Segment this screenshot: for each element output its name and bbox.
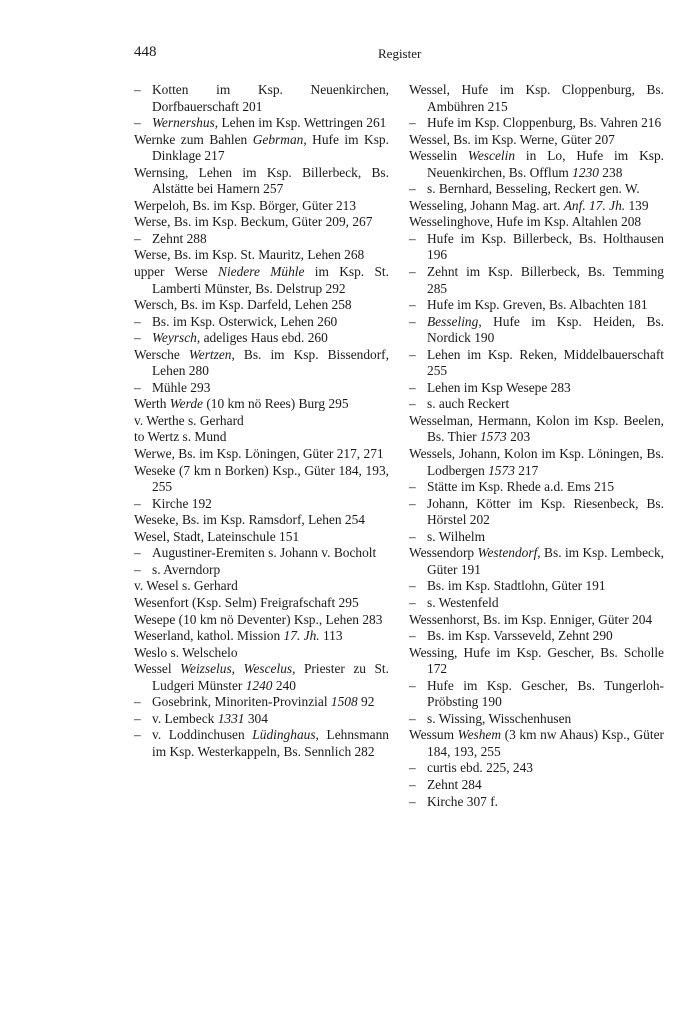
index-entry xyxy=(134,446,389,463)
index-subentry xyxy=(134,711,389,728)
entry-text: v. Wesel s. Gerhard xyxy=(134,578,238,594)
index-subentry xyxy=(409,578,664,595)
index-entry xyxy=(134,165,389,198)
index-subentry xyxy=(409,396,664,413)
entry-italic-text: Weshem xyxy=(457,727,502,743)
entry-text: Wesselinghove, Hufe im Ksp. Altahlen 208 xyxy=(409,214,642,230)
entry-text: Bs. im Ksp. Osterwick, Lehen 260 xyxy=(152,313,338,329)
entry-text: Wessendorp xyxy=(409,545,478,561)
subentry-dash: – xyxy=(134,379,141,395)
index-subentry xyxy=(134,115,389,132)
entry-text: Weslo s. Welschelo xyxy=(134,644,238,660)
index-entry xyxy=(409,545,664,578)
entry-italic-text: 1331 xyxy=(217,710,245,726)
entry-text: Johann, Kötter im Ksp. Riesenbeck, Bs. Hörstel 202 xyxy=(427,495,664,528)
index-subentry xyxy=(409,529,664,546)
entry-text: Wesseling, Johann Mag. art. xyxy=(409,197,564,213)
index-subentry xyxy=(409,297,664,314)
entry-text: Wessum xyxy=(409,727,458,743)
index-subentry xyxy=(409,115,664,132)
entry-text: Wessel, Hufe im Ksp. Cloppenburg, Bs. Ambühren 215 xyxy=(409,82,664,114)
subentry-dash: – xyxy=(134,330,141,346)
subentry-dash: – xyxy=(134,727,141,743)
entry-text: 238 xyxy=(598,164,623,180)
index-entry xyxy=(409,727,664,760)
index-subentry xyxy=(409,777,664,794)
entry-italic-text: Weizselus, Wescelus xyxy=(180,661,293,677)
entry-text: Wesel, Stadt, Lateinschule 151 xyxy=(134,528,300,544)
subentry-dash: – xyxy=(409,297,416,313)
entry-italic-text: Niedere Mühle xyxy=(218,264,305,280)
entry-text: Werse, Bs. im Ksp. St. Mauritz, Lehen 268 xyxy=(134,247,365,263)
entry-text: Zehnt 288 xyxy=(152,230,207,246)
index-subentry xyxy=(409,181,664,198)
index-entry xyxy=(409,198,664,215)
index-subentry xyxy=(409,794,664,811)
entry-italic-text: Wernershus xyxy=(152,115,215,131)
entry-text: to Wertz s. Mund xyxy=(134,429,227,445)
entry-text: Wernke zum Bahlen xyxy=(134,131,253,147)
subentry-dash: – xyxy=(409,677,416,693)
entry-text: , Lehnsmann im Ksp. Westerkappeln, Bs. Sennlich 282 xyxy=(152,727,389,759)
entry-text: Wessel, Bs. im Ksp. Werne, Güter 207 xyxy=(409,131,615,147)
entry-text: 139 xyxy=(625,197,649,213)
entry-italic-text: Lüdinghaus xyxy=(252,727,316,743)
subentry-dash: – xyxy=(409,479,416,495)
index-subentry xyxy=(409,760,664,777)
entry-text: Wessing, Hufe im Ksp. Gescher, Bs. Scholle 172 xyxy=(409,644,664,677)
entry-text: s. Westenfeld xyxy=(427,594,499,610)
index-entry xyxy=(409,645,664,678)
index-subentry xyxy=(134,694,389,711)
subentry-dash: – xyxy=(134,561,141,577)
entry-italic-text: 1573 xyxy=(479,429,507,445)
entry-italic-text: 1508 xyxy=(330,694,358,710)
entry-text: (10 km nö Rees) Burg 295 xyxy=(202,396,349,412)
entry-text: Wessenhorst, Bs. im Ksp. Enniger, Güter 204 xyxy=(409,611,653,627)
entry-text: Hufe im Ksp. Gescher, Bs. Tungerloh-Pröbsting 190 xyxy=(427,677,664,710)
entry-text: , Hufe im Ksp. Heiden, Bs. Nordick 190 xyxy=(427,313,664,346)
subentry-dash: – xyxy=(409,230,416,246)
entry-text: Bs. im Ksp. Stadtlohn, Güter 191 xyxy=(427,578,606,594)
entry-italic-text: 1230 xyxy=(572,164,599,180)
entry-italic-text: Weyrsch xyxy=(152,330,197,346)
entry-text: Mühle 293 xyxy=(152,379,211,395)
entry-text: Weseke, Bs. im Ksp. Ramsdorf, Lehen 254 xyxy=(134,512,365,528)
entry-text: Gosebrink, Minoriten-Provinzial xyxy=(152,694,331,710)
index-column-right xyxy=(409,82,664,810)
entry-text: , Priester zu St. Ludgeri Münster xyxy=(152,661,389,693)
index-entry xyxy=(134,645,389,662)
entry-text: Lehen im Ksp. Reken, Middelbauerschaft 255 xyxy=(427,346,664,379)
index-entry xyxy=(409,132,664,149)
subentry-dash: – xyxy=(409,710,416,726)
subentry-dash: – xyxy=(409,578,416,594)
index-entry xyxy=(134,578,389,595)
index-subentry xyxy=(409,595,664,612)
entry-text: Wessels, Johann, Kolon im Ksp. Löningen, Bs. Lodbergen xyxy=(409,446,664,478)
entry-text: s. Wissing, Wisschenhusen xyxy=(427,710,572,726)
index-entry xyxy=(134,198,389,215)
subentry-dash: – xyxy=(409,181,416,197)
entry-text: Zehnt 284 xyxy=(427,776,482,792)
index-subentry xyxy=(134,314,389,331)
entry-text: in Lo, Hufe im Ksp. Neuenkirchen, Bs. Offlum xyxy=(427,148,664,180)
entry-text: Weseke (7 km n Borken) Ksp., Güter 184, 193, 255 xyxy=(134,462,389,495)
subentry-dash: – xyxy=(134,545,141,561)
entry-text: Zehnt im Ksp. Billerbeck, Bs. Temming 285 xyxy=(427,264,664,296)
entry-italic-text: Anf. 17. Jh. xyxy=(563,197,626,213)
subentry-dash: – xyxy=(409,776,416,792)
index-entry xyxy=(134,132,389,165)
entry-text: Weserland, kathol. Mission xyxy=(134,628,284,644)
index-subentry xyxy=(409,479,664,496)
entry-text: , Lehen im Ksp. Wettringen 261 xyxy=(214,115,387,131)
entry-text: Hufe im Ksp. Billerbeck, Bs. Holthausen 196 xyxy=(427,230,664,263)
entry-italic-text: Gebrman xyxy=(252,131,304,147)
index-entry xyxy=(134,529,389,546)
entry-text: 113 xyxy=(319,628,343,644)
entry-text: 304 xyxy=(244,710,268,726)
index-entry xyxy=(409,214,664,231)
entry-text: Wesselman, Hermann, Kolon im Ksp. Beelen, Bs. Thier xyxy=(409,412,664,445)
subentry-dash: – xyxy=(409,594,416,610)
entry-text: Kirche 307 f. xyxy=(427,793,499,809)
entry-text: , adeliges Haus ebd. 260 xyxy=(196,330,328,346)
index-entry xyxy=(134,396,389,413)
entry-text: s. Wilhelm xyxy=(427,528,485,544)
entry-text: s. Bernhard, Besseling, Reckert gen. W. xyxy=(427,181,640,197)
entry-text: Wesepe (10 km nö Deventer) Ksp., Lehen 283 xyxy=(134,611,383,627)
entry-text: 240 xyxy=(272,677,296,693)
subentry-dash: – xyxy=(134,313,141,329)
index-subentry xyxy=(134,562,389,579)
index-subentry xyxy=(134,330,389,347)
entry-text: Werse, Bs. im Ksp. Beckum, Güter 209, 267 xyxy=(134,214,373,230)
subentry-dash: – xyxy=(409,379,416,395)
index-entry xyxy=(134,661,389,694)
entry-text: Wersche xyxy=(134,346,189,362)
entry-italic-text: 17. Jh. xyxy=(283,628,320,644)
entry-text: Werwe, Bs. im Ksp. Löningen, Güter 217, 271 xyxy=(134,446,384,462)
entry-text: Kotten im Ksp. Neuenkirchen, Dorfbauerschaft 201 xyxy=(152,82,389,114)
page-number: 448 xyxy=(134,44,157,60)
index-entry xyxy=(134,214,389,231)
index-entry xyxy=(134,463,389,496)
subentry-dash: – xyxy=(134,495,141,511)
index-entry xyxy=(409,413,664,446)
entry-text: v. Lembeck xyxy=(152,710,218,726)
subentry-dash: – xyxy=(409,495,416,511)
entry-text: Werth xyxy=(134,396,170,412)
index-subentry xyxy=(409,347,664,380)
index-subentry xyxy=(134,727,389,760)
entry-text: Wessel xyxy=(134,661,181,677)
index-entry xyxy=(134,264,389,297)
entry-text: 217 xyxy=(514,462,539,478)
subentry-dash: – xyxy=(409,760,416,776)
entry-text: Wernsing, Lehen im Ksp. Billerbeck, Bs. Alstätte bei Hamern 257 xyxy=(134,164,389,197)
entry-text: Wesenfort (Ksp. Selm) Freigrafschaft 295 xyxy=(134,594,359,610)
entry-text: Augustiner-Eremiten s. Johann v. Bocholt xyxy=(152,545,377,561)
entry-text: Wersch, Bs. im Ksp. Darfeld, Lehen 258 xyxy=(134,297,352,313)
entry-text: im Ksp. St. Lamberti Münster, Bs. Delstrup 292 xyxy=(152,264,389,296)
index-subentry xyxy=(409,264,664,297)
index-column-left xyxy=(134,82,389,760)
entry-text: , Hufe im Ksp. Dinklage 217 xyxy=(152,131,389,164)
entry-italic-text: Besseling xyxy=(427,313,479,329)
index-subentry xyxy=(134,231,389,248)
subentry-dash: – xyxy=(409,313,416,329)
entry-text: Werpeloh, Bs. im Ksp. Börger, Güter 213 xyxy=(134,197,357,213)
entry-text: upper Werse xyxy=(134,264,219,280)
subentry-dash: – xyxy=(409,115,416,131)
entry-text: v. Werthe s. Gerhard xyxy=(134,412,244,428)
subentry-dash: – xyxy=(134,710,141,726)
entry-text: Kirche 192 xyxy=(152,495,212,511)
entry-text: 203 xyxy=(506,429,531,445)
entry-italic-text: 1573 xyxy=(488,462,515,478)
subentry-dash: – xyxy=(409,528,416,544)
subentry-dash: – xyxy=(134,82,141,97)
subentry-dash: – xyxy=(409,793,416,809)
entry-italic-text: 1240 xyxy=(245,677,273,693)
entry-text: Wesselin xyxy=(409,148,468,164)
index-entry xyxy=(134,413,389,430)
index-entry xyxy=(134,429,389,446)
index-entry xyxy=(134,512,389,529)
index-entry xyxy=(134,628,389,645)
subentry-dash: – xyxy=(409,264,416,280)
index-subentry xyxy=(409,231,664,264)
index-entry xyxy=(134,247,389,264)
entry-italic-text: Westendorf xyxy=(477,545,538,561)
entry-text: Stätte im Ksp. Rhede a.d. Ems 215 xyxy=(427,479,615,495)
entry-text: Lehen im Ksp Wesepe 283 xyxy=(427,379,571,395)
entry-text: Hufe im Ksp. Cloppenburg, Bs. Vahren 216 xyxy=(427,115,662,131)
index-entry xyxy=(409,82,664,115)
index-subentry xyxy=(409,711,664,728)
entry-text: s. Averndorp xyxy=(152,561,221,577)
entry-text: 92 xyxy=(357,694,375,710)
index-entry xyxy=(409,446,664,479)
subentry-dash: – xyxy=(134,230,141,246)
entry-text: , Bs. im Ksp. Bissendorf, Lehen 280 xyxy=(152,346,389,379)
running-title: Register xyxy=(378,46,422,61)
index-subentry xyxy=(134,82,389,115)
index-subentry xyxy=(134,380,389,397)
entry-italic-text: Wertzen xyxy=(188,346,232,362)
subentry-dash: – xyxy=(134,694,141,710)
index-subentry xyxy=(134,545,389,562)
index-entry xyxy=(134,297,389,314)
index-entry xyxy=(409,612,664,629)
entry-text: (3 km nw Ahaus) Ksp., Güter 184, 193, 255 xyxy=(427,727,664,759)
entry-text: curtis ebd. 225, 243 xyxy=(427,760,533,776)
entry-italic-text: Werde xyxy=(169,396,203,412)
entry-text: Bs. im Ksp. Varsseveld, Zehnt 290 xyxy=(427,628,613,644)
index-subentry xyxy=(134,496,389,513)
index-subentry xyxy=(409,678,664,711)
subentry-dash: – xyxy=(409,396,416,412)
subentry-dash: – xyxy=(409,628,416,644)
index-subentry xyxy=(409,314,664,347)
index-subentry xyxy=(409,380,664,397)
index-entry xyxy=(134,612,389,629)
index-subentry xyxy=(409,628,664,645)
index-entry xyxy=(134,347,389,380)
entry-text: , Bs. im Ksp. Lembeck, Güter 191 xyxy=(427,545,664,577)
entry-italic-text: Wescelin xyxy=(467,148,516,164)
index-subentry xyxy=(409,496,664,529)
subentry-dash: – xyxy=(409,346,416,362)
entry-text: Hufe im Ksp. Greven, Bs. Albachten 181 xyxy=(427,297,648,313)
subentry-dash: – xyxy=(134,115,141,131)
entry-text: s. auch Reckert xyxy=(427,396,510,412)
entry-text: v. Loddinchusen xyxy=(152,727,253,743)
index-entry xyxy=(409,148,664,181)
index-entry xyxy=(134,595,389,612)
